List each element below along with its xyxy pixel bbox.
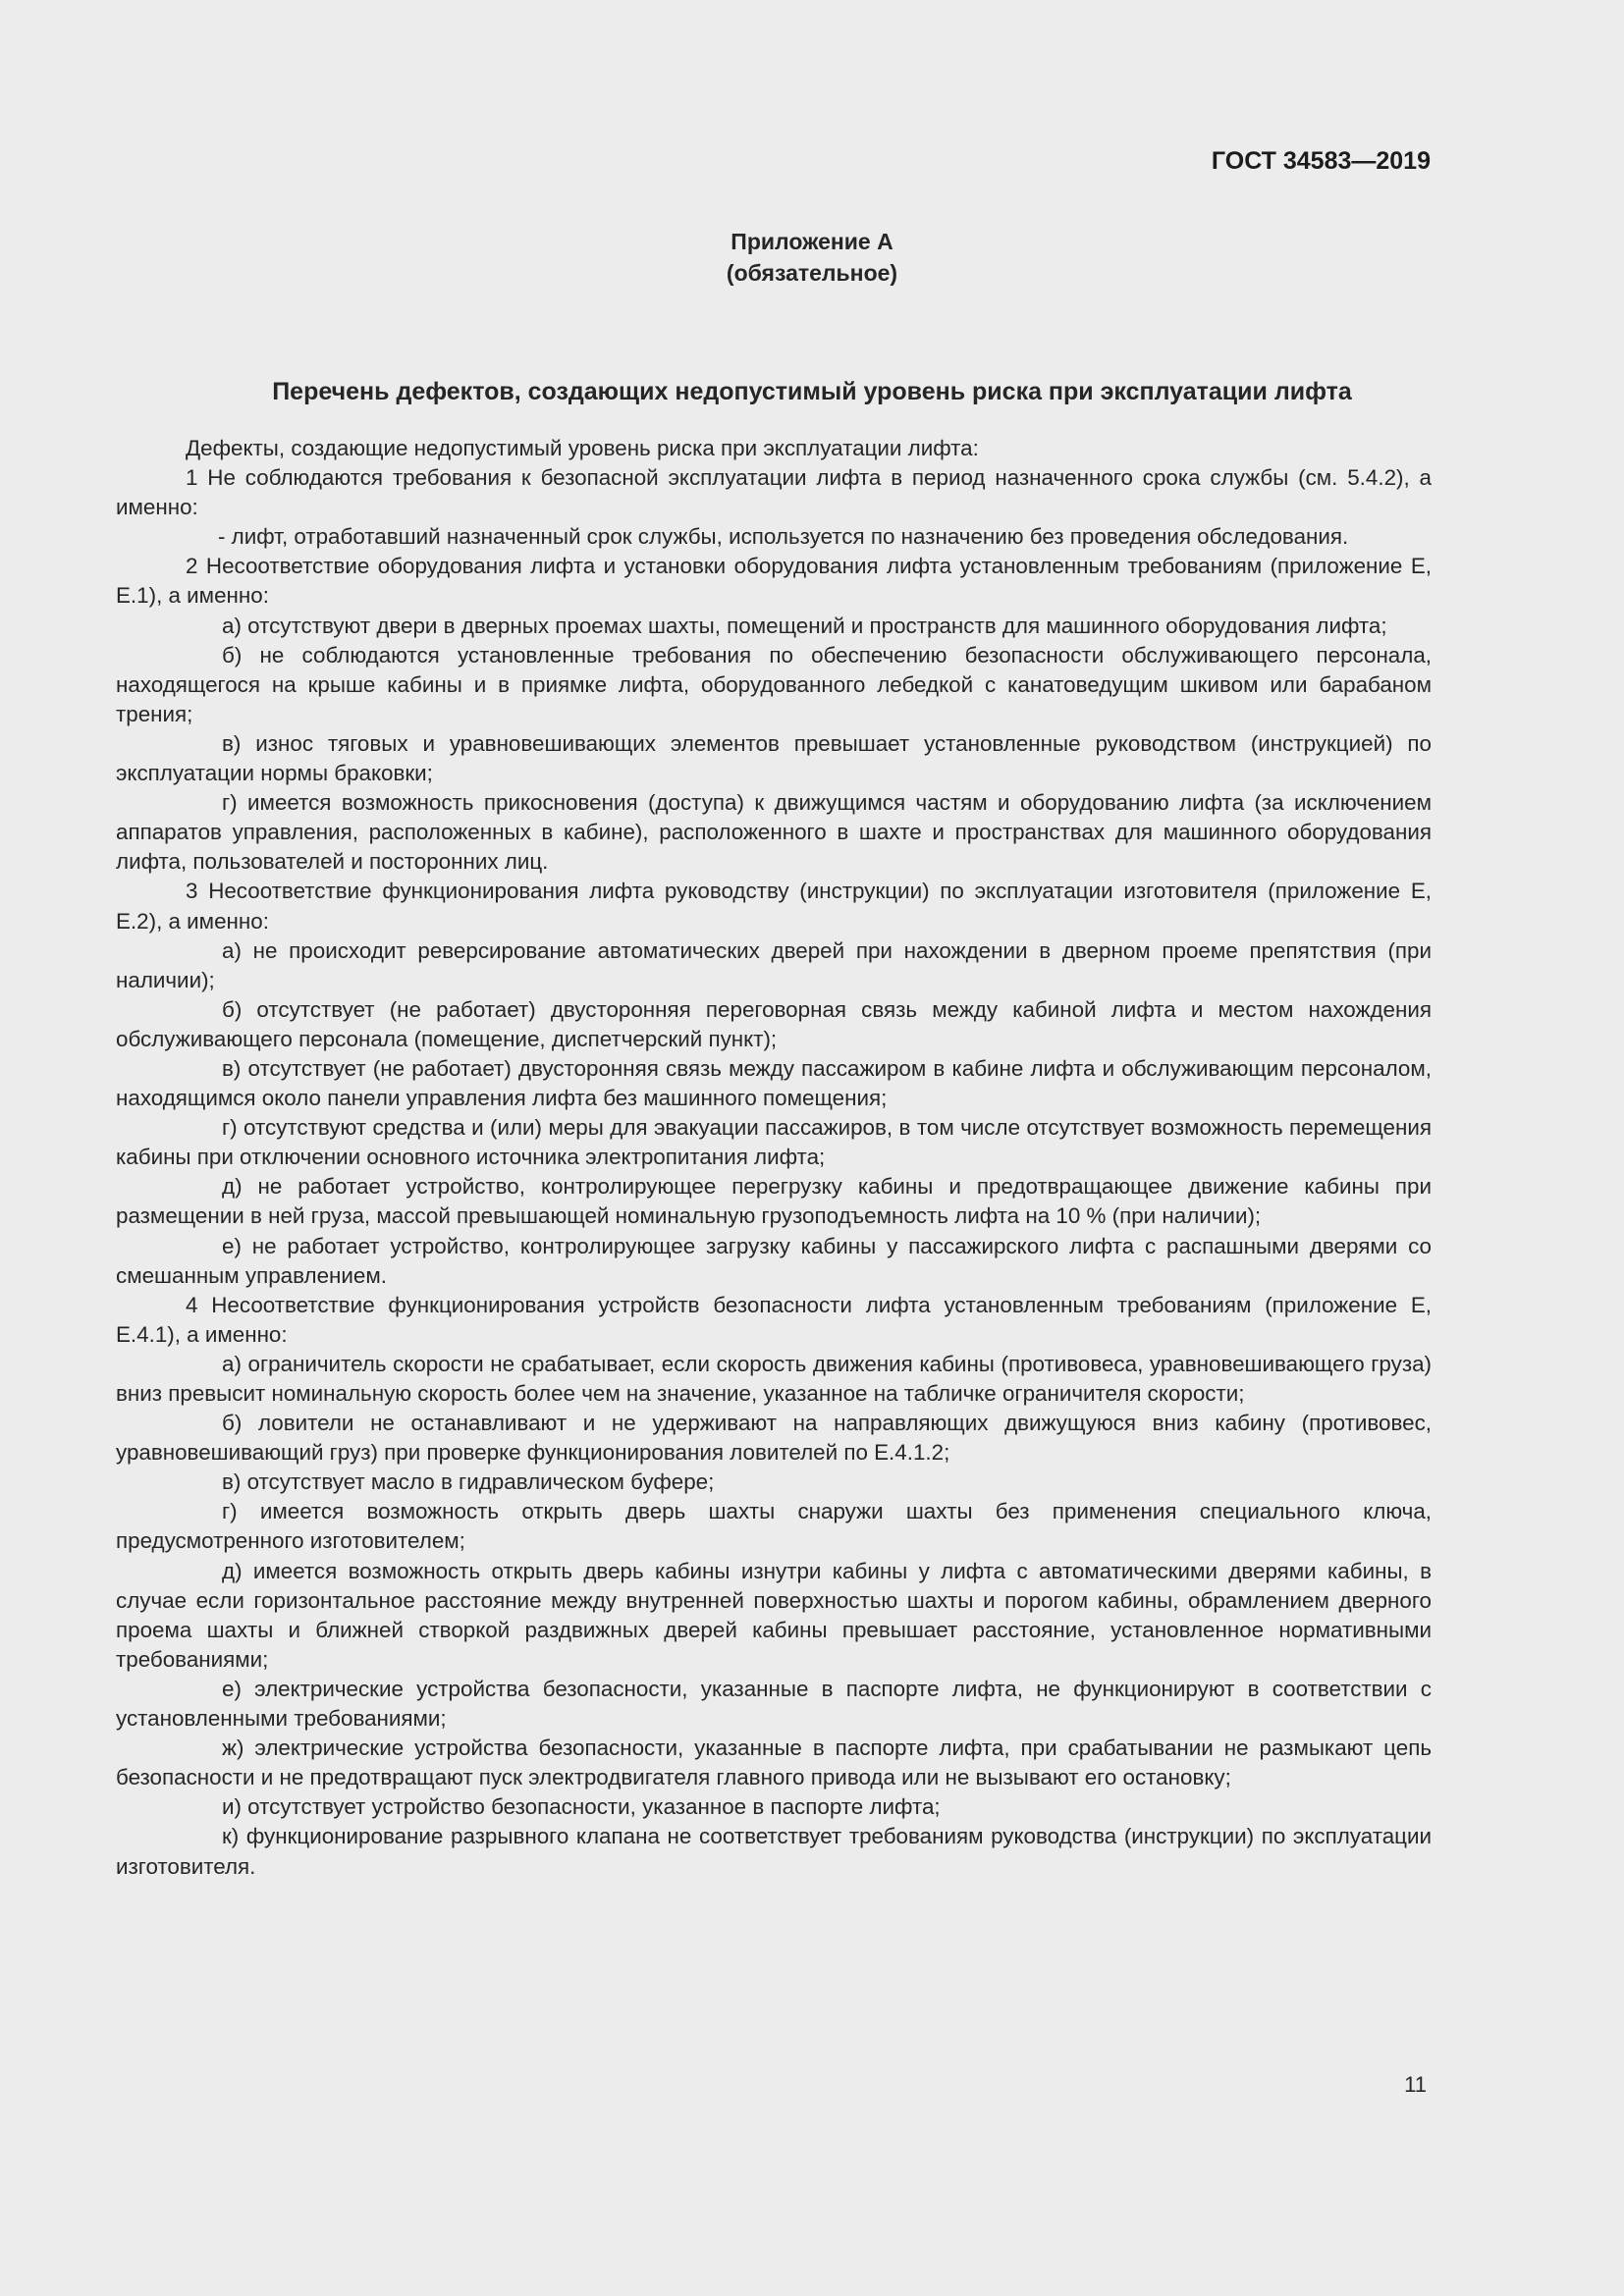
paragraph: и) отсутствует устройство безопасности, указанное в паспорте лифта; (222, 1794, 941, 1820)
paragraph: е) электрические устройства безопасности, указанные в паспорте лифта, не функционируют в соответствии с установленными требованиями; (116, 1676, 1432, 1732)
paragraph: 2 Несоответствие оборудования лифта и установки оборудования лифта установленным требованиям (приложение Е, Е.1), а именно: (116, 554, 1432, 609)
appendix-status: (обязательное) (726, 260, 898, 286)
paragraph: е) не работает устройство, контролирующее загрузку кабины у пассажирского лифта с распашными дверями со смешанным управлением. (116, 1233, 1432, 1288)
paragraph: г) имеется возможность прикосновения (доступа) к движущимся частям и оборудованию лифта (за исключением аппаратов управления, расположенных в кабине), расположенного в шахте и пространствах для машинного оборудования лифта, пользователей и посторонних лиц. (116, 790, 1432, 875)
document-code: ГОСТ 34583—2019 (1211, 147, 1431, 175)
paragraph: 4 Несоответствие функционирования устройств безопасности лифта установленным требованиям (приложение Е, Е.4.1), а именно: (116, 1292, 1432, 1347)
paragraph: в) износ тяговых и уравновешивающих элементов превышает установленные руководством (инструкцией) по эксплуатации нормы браковки; (116, 730, 1432, 786)
paragraph: ж) электрические устройства безопасности, указанные в паспорте лифта, при срабатывании не размыкают цепь безопасности и не предотвращают пуск электродвигателя главного привода или не вызывают его остановку; (116, 1735, 1432, 1790)
paragraph: а) ограничитель скорости не срабатывает, если скорость движения кабины (противовеса, уравновешивающего груза) вниз превысит номинальную скорость более чем на значение, указанное на табличке ограничителя скорости; (116, 1351, 1432, 1406)
paragraph: б) не соблюдаются установленные требования по обеспечению безопасности обслуживающего персонала, находящегося на крыше кабины и в приямке лифта, оборудованного лебедкой с канатоведущим шкивом или барабаном трения; (116, 642, 1432, 726)
paragraph: в) отсутствует (не работает) двусторонняя связь между пассажиром в кабине лифта и обслуживающим персоналом, находящимся около панели управления лифта без машинного помещения; (116, 1055, 1432, 1111)
paragraph: 1 Не соблюдаются требования к безопасной эксплуатации лифта в период назначенного срока службы (см. 5.4.2), а именно: (116, 465, 1432, 520)
paragraph: г) отсутствуют средства и (или) меры для эвакуации пассажиров, в том числе отсутствует возможность перемещения кабины при отключении основного источника электропитания лифта; (116, 1115, 1432, 1170)
paragraph: д) имеется возможность открыть дверь кабины изнутри кабины у лифта с автоматическими дверями кабины, в случае если горизонтальное расстояние между внутренней поверхностью шахты и порогом кабины, обрамлением дверного проема шахты и ближней створкой раздвижных дверей кабины превышает расстояние, установленное нормативными требованиями; (116, 1558, 1432, 1672)
paragraph: к) функционирование разрывного клапана не соответствует требованиям руководства (инструкции) по эксплуатации изготовителя. (116, 1824, 1432, 1879)
paragraph: Дефекты, создающие недопустимый уровень риска при эксплуатации лифта: (186, 436, 979, 460)
paragraph: б) отсутствует (не работает) двусторонняя переговорная связь между кабиной лифта и местом нахождения обслуживающего персонала (помещение, диспетчерский пункт); (116, 996, 1432, 1051)
page-number: 11 (1404, 2072, 1427, 2097)
document-body (116, 434, 1432, 1882)
paragraph: г) имеется возможность открыть дверь шахты снаружи шахты без применения специального ключа, предусмотренного изготовителем; (116, 1499, 1432, 1554)
appendix-title: Приложение А (731, 229, 893, 254)
paragraph: 3 Несоответствие функционирования лифта руководству (инструкции) по эксплуатации изготовителя (приложение Е, Е.2), а именно: (116, 879, 1432, 934)
section-title: Перечень дефектов, создающих недопустимый уровень риска при эксплуатации лифта (272, 378, 1352, 405)
paragraph: - лифт, отработавший назначенный срок службы, используется по назначению без проведения обследования. (218, 524, 1349, 550)
paragraph: а) не происходит реверсирование автоматических дверей при нахождении в дверном проеме препятствия (при наличии); (116, 937, 1432, 992)
paragraph: а) отсутствуют двери в дверных проемах шахты, помещений и пространств для машинного оборудования лифта; (222, 613, 1387, 638)
paragraph: в) отсутствует масло в гидравлическом буфере; (222, 1469, 715, 1495)
paragraph: б) ловители не останавливают и не удерживают на направляющих движущуюся вниз кабину (противовес, уравновешивающий груз) при проверке функционирования ловителей по Е.4.1.2; (116, 1411, 1432, 1466)
paragraph: д) не работает устройство, контролирующее перегрузку кабины и предотвращающее движение кабины при размещении в ней груза, массой превышающей номинальную грузоподъемность лифта на 10 % (при наличии); (116, 1174, 1432, 1229)
appendix-heading (0, 226, 1624, 289)
